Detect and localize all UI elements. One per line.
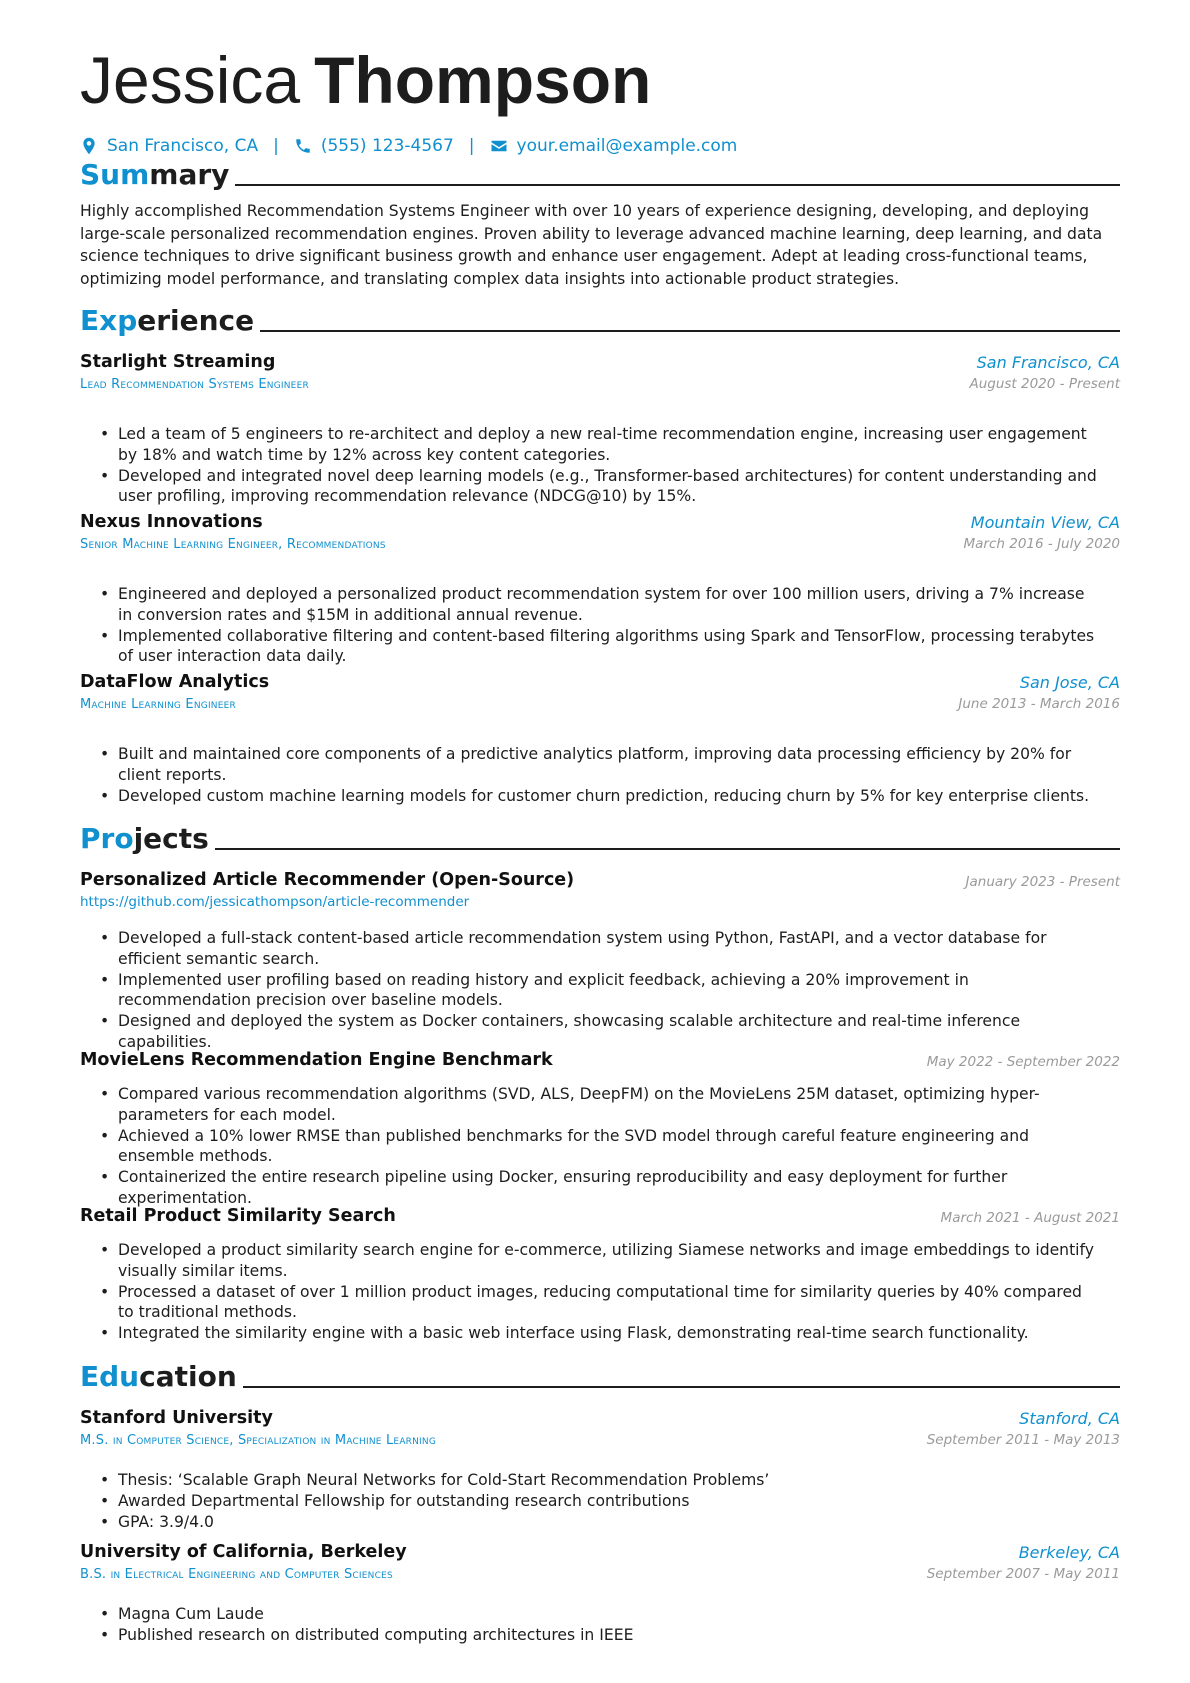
summary-heading	[80, 156, 1120, 192]
project-entry	[80, 866, 1120, 913]
projects-heading	[80, 820, 1120, 856]
section-rule	[260, 330, 1120, 332]
contact-line	[80, 134, 737, 158]
candidate-name	[80, 40, 651, 120]
list-item: • Awarded Departmental Fellowship for outstanding research contributions	[100, 1491, 1100, 1512]
contact-email[interactable]	[490, 134, 738, 158]
email-link[interactable]: your.email@example.com	[516, 136, 738, 156]
project-bullets	[100, 1084, 1100, 1209]
experience-entry	[80, 508, 1120, 555]
project-bullets	[100, 1240, 1100, 1344]
school-name: Stanford University	[80, 1408, 273, 1428]
company-name: Nexus Innovations	[80, 512, 263, 532]
list-item: • Containerized the entire research pipeline using Docker, ensuring reproducibility and easy deployment for further experimentation.	[100, 1167, 1100, 1209]
education-bullets	[100, 1470, 1100, 1532]
school-name: University of California, Berkeley	[80, 1542, 407, 1562]
job-title: Lead Recommendation Systems Engineer	[80, 376, 309, 392]
project-entry	[80, 1202, 1120, 1226]
envelope-icon	[490, 137, 508, 155]
list-item: • Integrated the similarity engine with a basic web interface using Flask, demonstrating real-time search functionality.	[100, 1323, 1100, 1344]
project-name: Retail Product Similarity Search	[80, 1206, 396, 1226]
project-dates: May 2022 - September 2022	[926, 1054, 1120, 1070]
section-rule	[215, 848, 1120, 850]
experience-entry	[80, 668, 1120, 715]
project-name: MovieLens Recommendation Engine Benchmark	[80, 1050, 553, 1070]
phone-icon	[294, 137, 312, 155]
company-name: DataFlow Analytics	[80, 672, 270, 692]
section-title: Summary	[80, 158, 230, 191]
list-item: • GPA: 3.9/4.0	[100, 1512, 1100, 1533]
section-rule	[243, 1386, 1120, 1388]
contact-separator: |	[273, 136, 279, 156]
degree: M.S. in Computer Science, Specialization in Machine Learning	[80, 1432, 437, 1448]
project-name: Personalized Article Recommender (Open-Source)	[80, 870, 575, 890]
company-name: Starlight Streaming	[80, 352, 276, 372]
list-item: • Magna Cum Laude	[100, 1604, 1100, 1625]
list-item: • Compared various recommendation algorithms (SVD, ALS, DeepFM) on the MovieLens 25M dataset, optimizing hyper-parameters for each model.	[100, 1084, 1100, 1126]
list-item: • Achieved a 10% lower RMSE than published benchmarks for the SVD model through careful feature engineering and ensemble methods.	[100, 1126, 1100, 1168]
experience-bullets	[100, 584, 1100, 667]
education-heading	[80, 1358, 1120, 1394]
degree: B.S. in Electrical Engineering and Computer Sciences	[80, 1566, 393, 1582]
school-dates: September 2007 - May 2011	[926, 1566, 1120, 1582]
company-location: San Jose, CA	[1019, 673, 1120, 692]
experience-heading	[80, 302, 1120, 338]
list-item: • Developed and integrated novel deep learning models (e.g., Transformer-based architectures) for content understanding and user profiling, improving recommendation relevance (NDCG@10) by 15%.	[100, 466, 1100, 508]
experience-bullets	[100, 744, 1100, 806]
list-item: • Developed a product similarity search engine for e-commerce, utilizing Siamese networks and image embeddings to identify visually similar items.	[100, 1240, 1100, 1282]
list-item: • Implemented collaborative filtering and content-based filtering algorithms using Spark and TensorFlow, processing terabytes of user interaction data daily.	[100, 626, 1100, 668]
list-item: • Published research on distributed computing architectures in IEEE	[100, 1625, 1100, 1646]
project-bullets	[100, 928, 1100, 1053]
list-item: • Led a team of 5 engineers to re-architect and deploy a new real-time recommendation engine, increasing user engagement by 18% and watch time by 12% across key content categories.	[100, 424, 1100, 466]
job-title: Machine Learning Engineer	[80, 696, 236, 712]
section-title: Projects	[80, 822, 209, 855]
project-dates: March 2021 - August 2021	[940, 1210, 1120, 1226]
experience-bullets	[100, 424, 1100, 507]
first-name: Jessica	[80, 43, 301, 117]
experience-entry	[80, 348, 1120, 395]
project-link[interactable]: https://github.com/jessicathompson/article-recommender	[80, 894, 470, 910]
education-entry	[80, 1538, 1120, 1585]
last-name: Thompson	[314, 43, 652, 117]
list-item: • Implemented user profiling based on reading history and explicit feedback, achieving a 20% improvement in recommendation precision over baseline models.	[100, 970, 1100, 1012]
map-pin-icon	[80, 137, 98, 155]
list-item: • Processed a dataset of over 1 million product images, reducing computational time for similarity queries by 40% compared to traditional methods.	[100, 1282, 1100, 1324]
section-title: Education	[80, 1360, 237, 1393]
school-location: Stanford, CA	[1019, 1409, 1120, 1428]
contact-separator: |	[468, 136, 475, 156]
contact-location	[80, 134, 258, 158]
job-title: Senior Machine Learning Engineer, Recommendations	[80, 536, 386, 552]
education-entry	[80, 1404, 1120, 1451]
list-item: • Designed and deployed the system as Docker containers, showcasing scalable architecture and real-time inference capabilities.	[100, 1011, 1100, 1053]
list-item: • Built and maintained core components of a predictive analytics platform, improving data processing efficiency by 20% for client reports.	[100, 744, 1100, 786]
school-location: Berkeley, CA	[1018, 1543, 1120, 1562]
location-text: San Francisco, CA	[107, 136, 259, 156]
project-dates: January 2023 - Present	[965, 874, 1120, 890]
project-entry	[80, 1046, 1120, 1070]
education-bullets	[100, 1604, 1100, 1646]
company-location: Mountain View, CA	[970, 513, 1120, 532]
contact-phone[interactable]	[294, 134, 454, 158]
list-item: • Developed a full-stack content-based article recommendation system using Python, FastAPI, and a vector database for efficient semantic search.	[100, 928, 1100, 970]
phone-text[interactable]: (555) 123-4567	[320, 136, 454, 156]
job-dates: March 2016 - July 2020	[963, 536, 1120, 552]
section-title: Experience	[80, 304, 255, 337]
list-item: • Developed custom machine learning models for customer churn prediction, reducing churn by 5% for key enterprise clients.	[100, 786, 1100, 807]
company-location: San Francisco, CA	[976, 353, 1120, 372]
summary-text: Highly accomplished Recommendation Systems Engineer with over 10 years of experience designing, developing, and deploying large-scale personalized recommendation engines. Proven ability to leverage advanced machine learning, deep learning, and data science techniques to drive significant business growth and enhance user engagement. Adept at leading cross-functional teams, optimizing model performance, and translating complex data insights into actionable product strategies.	[80, 202, 1103, 288]
school-dates: September 2011 - May 2013	[926, 1432, 1120, 1448]
list-item: • Thesis: ‘Scalable Graph Neural Networks for Cold-Start Recommendation Problems’	[100, 1470, 1100, 1491]
job-dates: August 2020 - Present	[969, 376, 1120, 392]
section-rule	[235, 184, 1120, 186]
list-item: • Engineered and deployed a personalized product recommendation system for over 100 million users, driving a 7% increase in conversion rates and $15M in additional annual revenue.	[100, 584, 1100, 626]
job-dates: June 2013 - March 2016	[958, 696, 1120, 712]
